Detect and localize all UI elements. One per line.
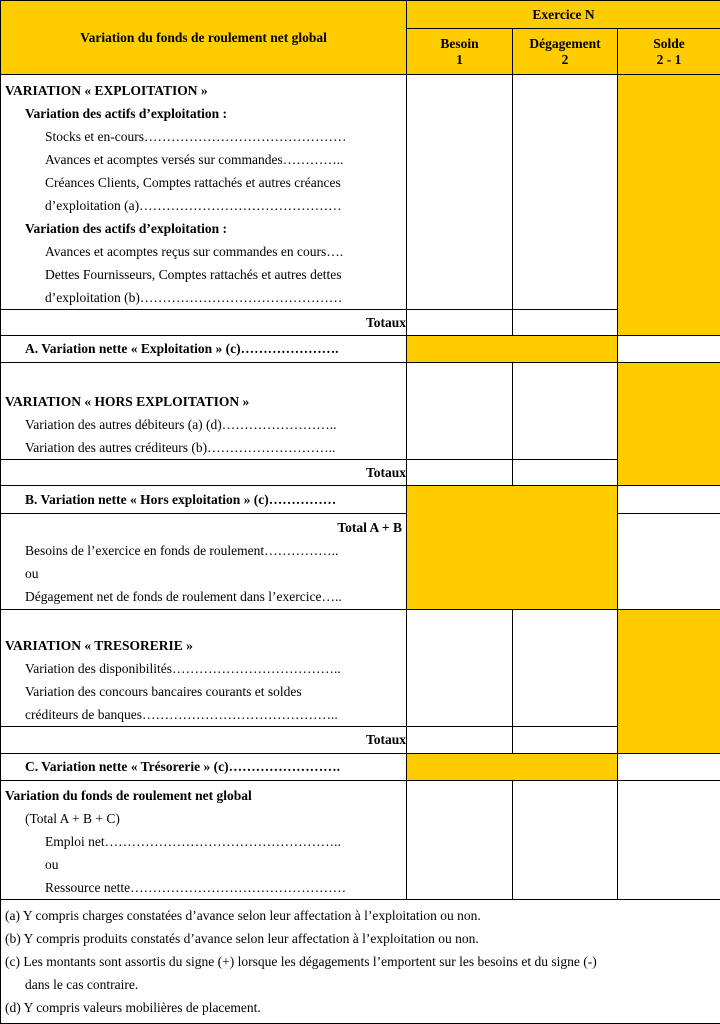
variation-nette-b-solde	[618, 486, 720, 514]
global-besoin-cell	[407, 781, 513, 900]
hors-exploitation-block	[1, 363, 407, 460]
hors-exploitation-totaux: Totaux	[1, 460, 407, 486]
avances-verses-row: Avances et acomptes versés sur commandes…………..	[5, 148, 402, 171]
global-solde-cell	[618, 781, 720, 900]
hors-exploitation-title: VARIATION « HORS EXPLOITATION »	[5, 390, 402, 413]
exploitation-totaux: Totaux	[1, 310, 407, 336]
global-block	[1, 781, 407, 900]
creances-row-2: d’exploitation (a)………………………………………	[5, 194, 402, 217]
total-ab-block	[1, 514, 407, 610]
besoins-row: Besoins de l’exercice en fonds de roulement……………..	[5, 539, 402, 562]
degagement-header: Dégagement 2	[513, 29, 618, 75]
variation-nette-b-cell	[1, 486, 407, 514]
solde-header: Solde 2 - 1	[618, 29, 720, 75]
global-degagement-cell	[513, 781, 618, 900]
tresorerie-degagement-cell	[513, 610, 618, 727]
exploitation-solde-cell	[618, 75, 720, 336]
global-title: Variation du fonds de roulement net global	[5, 784, 402, 807]
exploitation-title: VARIATION « EXPLOITATION »	[5, 79, 402, 102]
hors-exploitation-solde-cell	[618, 363, 720, 486]
dettes-row-2: d’exploitation (b)………………………………………	[5, 286, 402, 309]
note-d: (d) Y compris valeurs mobilières de placement.	[5, 996, 716, 1019]
ressource-row: Ressource nette…………………………………………	[5, 876, 402, 899]
variation-nette-c-solde	[618, 754, 720, 781]
dettes-row-1: Dettes Fournisseurs, Comptes rattachés et autres dettes	[5, 263, 402, 286]
total-ab: Total A + B	[5, 516, 402, 539]
exploitation-degagement-cell	[513, 75, 618, 310]
table-title: Variation du fonds de roulement net global	[1, 1, 407, 75]
global-total: (Total A + B + C)	[5, 807, 402, 830]
tresorerie-solde-cell	[618, 610, 720, 754]
notes-block	[1, 900, 720, 1024]
exploitation-totaux-besoin	[407, 310, 513, 336]
exercice-header: Exercice N	[407, 1, 720, 29]
passifs-title: Variation des actifs d’exploitation :	[5, 217, 402, 240]
avances-recus-row: Avances et acomptes reçus sur commandes en cours….	[5, 240, 402, 263]
degagement-net-row: Dégagement net de fonds de roulement dans l’exercice…..	[5, 585, 402, 608]
ou-row-1: ou	[5, 562, 402, 585]
tresorerie-totaux: Totaux	[1, 727, 407, 754]
total-ab-shaded	[407, 486, 618, 610]
variation-nette-a-cell	[1, 336, 407, 363]
note-c-1: (c) Les montants sont assortis du signe (+) lorsque les dégagements l’emportent sur les besoins et du signe (-)	[5, 950, 716, 973]
debiteurs-row: Variation des autres débiteurs (a) (d)……………………..	[5, 413, 402, 436]
stocks-row: Stocks et en-cours………………………………………	[5, 125, 402, 148]
variation-nette-a: A. Variation nette « Exploitation » (c)………………….	[1, 336, 406, 362]
total-ab-solde	[618, 514, 720, 610]
tresorerie-block	[1, 610, 407, 727]
exploitation-besoin-cell	[407, 75, 513, 310]
variation-nette-c: C. Variation nette « Trésorerie » (c)…………………….	[1, 754, 406, 780]
note-a: (a) Y compris charges constatées d’avance selon leur affectation à l’exploitation ou non.	[5, 904, 716, 927]
tresorerie-title: VARIATION « TRESORERIE »	[5, 634, 402, 657]
variation-nette-a-shaded	[407, 336, 618, 363]
emploi-row: Emploi net……………………………………………..	[5, 830, 402, 853]
note-c-2: dans le cas contraire.	[5, 973, 716, 996]
concours-row-2: créditeurs de banques……………………………………..	[5, 703, 402, 726]
concours-row-1: Variation des concours bancaires courants et soldes	[5, 680, 402, 703]
crediteurs-row: Variation des autres créditeurs (b)………………………..	[5, 436, 402, 459]
hors-exploitation-degagement-cell	[513, 363, 618, 460]
variation-nette-a-solde	[618, 336, 720, 363]
variation-nette-c-cell	[1, 754, 407, 781]
hors-exploitation-totaux-besoin	[407, 460, 513, 486]
note-b: (b) Y compris produits constatés d’avance selon leur affectation à l’exploitation ou non.	[5, 927, 716, 950]
exploitation-block	[1, 75, 407, 310]
hors-exploitation-totaux-degagement	[513, 460, 618, 486]
actifs-title: Variation des actifs d’exploitation :	[5, 102, 402, 125]
tresorerie-totaux-degagement	[513, 727, 618, 754]
variation-nette-b: B. Variation nette « Hors exploitation » (c)……………	[1, 486, 406, 513]
tresorerie-totaux-besoin	[407, 727, 513, 754]
tresorerie-besoin-cell	[407, 610, 513, 727]
creances-row-1: Créances Clients, Comptes rattachés et autres créances	[5, 171, 402, 194]
ou-row-2: ou	[5, 853, 402, 876]
hors-exploitation-besoin-cell	[407, 363, 513, 460]
exploitation-totaux-degagement	[513, 310, 618, 336]
variation-nette-c-shaded	[407, 754, 618, 781]
besoin-header: Besoin 1	[407, 29, 513, 75]
disponibilites-row: Variation des disponibilités………………………………..	[5, 657, 402, 680]
